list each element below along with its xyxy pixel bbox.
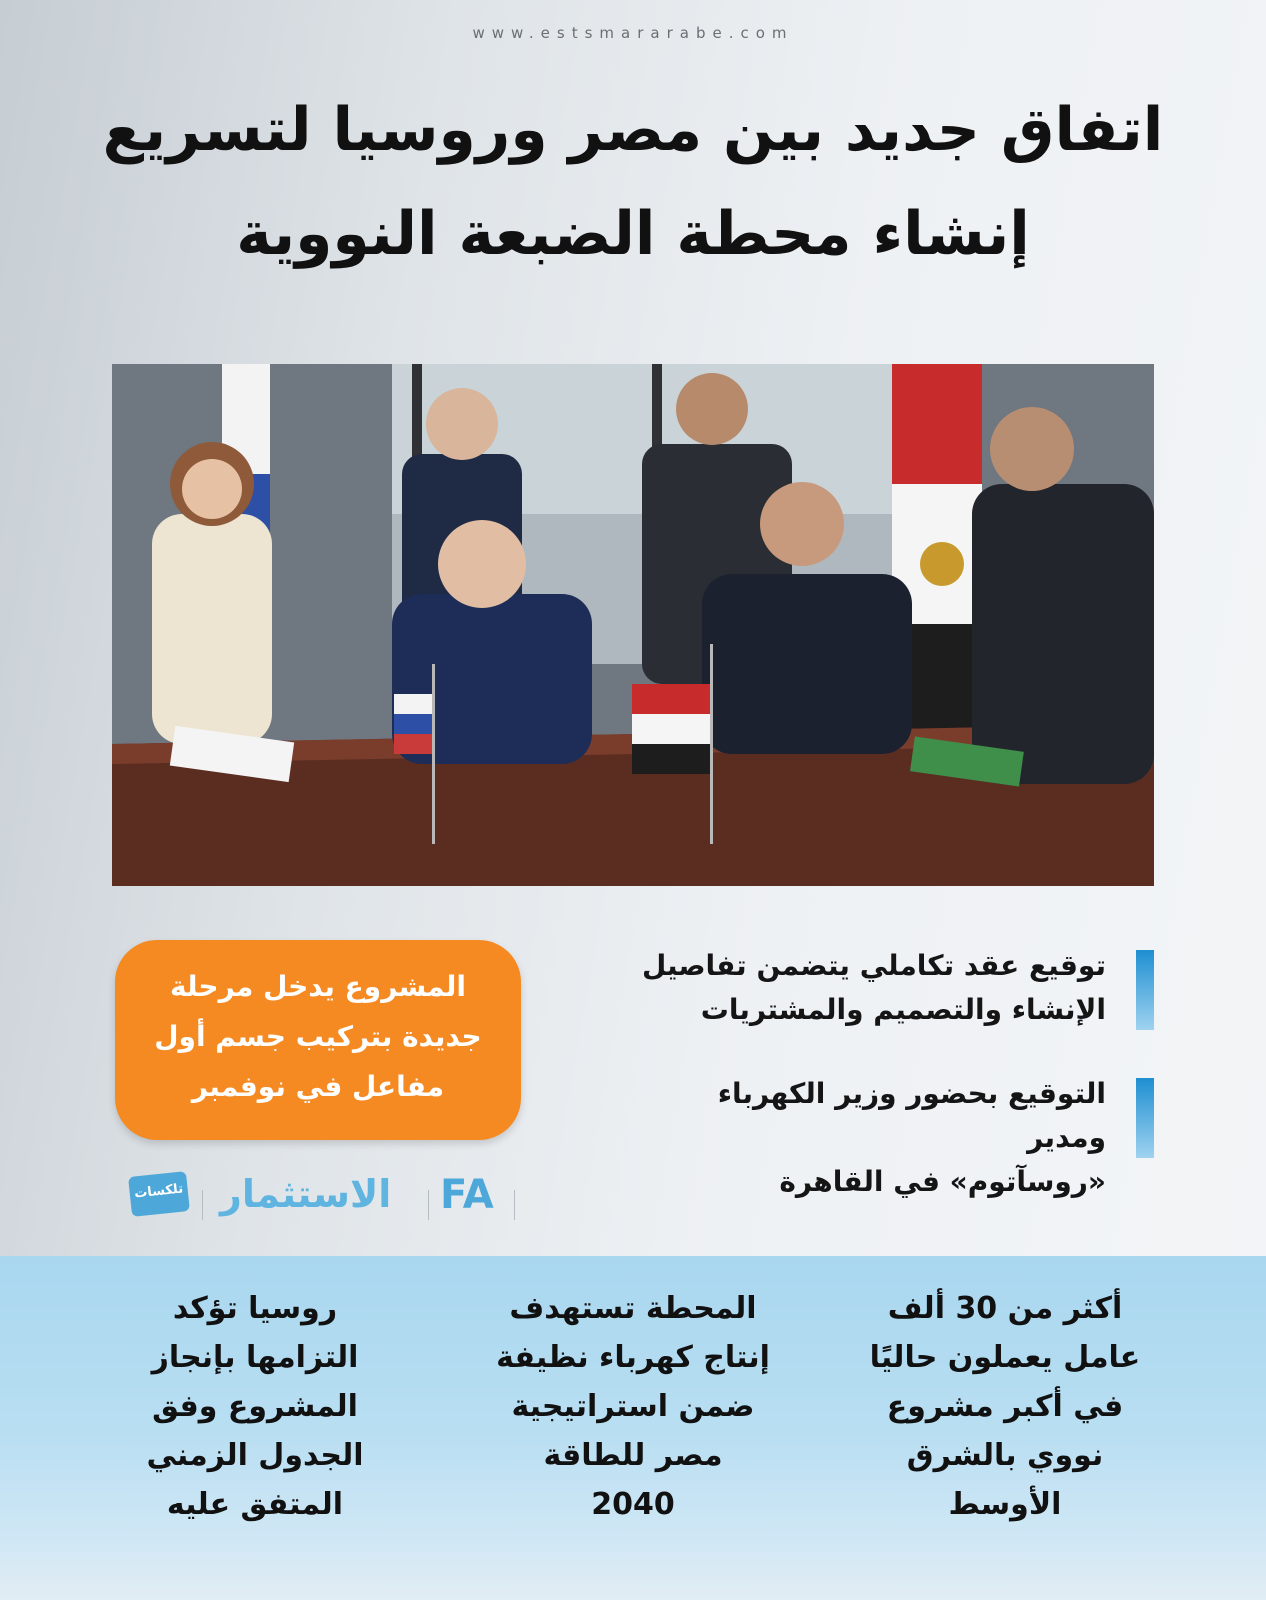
bullet-2-line-2: «روسآتوم» في القاهرة — [779, 1165, 1106, 1198]
alestsmar-logo: الاستثمار — [220, 1172, 392, 1216]
fa-logo-text: FA — [440, 1172, 494, 1218]
fa-logo — [440, 1172, 494, 1218]
telexat-logo — [128, 1171, 190, 1217]
fact-3-line: المشروع وفق — [152, 1389, 358, 1424]
bullet-2-line-1: التوقيع بحضور وزير الكهرباء ومدير — [717, 1077, 1106, 1154]
bullet-bar-2 — [1136, 1078, 1154, 1158]
logo-divider — [428, 1190, 429, 1220]
fact-1-line: في أكبر مشروع — [886, 1389, 1124, 1424]
telexat-logo-text: تلكسات — [133, 1181, 184, 1202]
highlight-line-3: مفاعل في نوفمبر — [191, 1070, 445, 1103]
headline-line-1: اتفاق جديد بين مصر وروسيا لتسريع — [102, 95, 1164, 165]
highlight-box — [115, 940, 521, 1140]
bullet-point-2 — [634, 1072, 1154, 1204]
publisher-logos — [130, 1172, 530, 1232]
fact-russia-commitment — [105, 1284, 405, 1529]
fact-3-line: التزامها بإنجاز — [151, 1340, 359, 1375]
page-title — [40, 78, 1226, 286]
highlight-line-2: جديدة بتركيب جسم أول — [154, 1020, 482, 1053]
fact-2-line: المحطة تستهدف — [509, 1291, 757, 1326]
bullet-1-line-1: توقيع عقد تكاملي يتضمن تفاصيل — [642, 949, 1106, 982]
fact-clean-energy — [483, 1284, 783, 1529]
fact-2-line: 2040 — [591, 1487, 675, 1522]
fact-3-line: الجدول الزمني — [146, 1438, 364, 1473]
fact-3-line: المتفق عليه — [166, 1487, 344, 1522]
highlight-line-1: المشروع يدخل مرحلة — [169, 970, 467, 1003]
logo-divider — [514, 1190, 515, 1220]
bullet-1-line-2: الإنشاء والتصميم والمشتريات — [700, 993, 1106, 1026]
fact-2-line: مصر للطاقة — [543, 1438, 723, 1473]
logo-divider — [202, 1190, 203, 1220]
fact-2-line: إنتاج كهرباء نظيفة — [496, 1340, 770, 1375]
fact-1-line: عامل يعملون حاليًا — [869, 1340, 1141, 1375]
fact-1-line: أكثر من 30 ألف — [887, 1291, 1123, 1326]
fact-3-line: روسيا تؤكد — [172, 1291, 338, 1326]
fact-1-line: الأوسط — [948, 1487, 1062, 1522]
headline-line-2: إنشاء محطة الضبعة النووية — [236, 199, 1030, 269]
fact-1-line: نووي بالشرق — [906, 1438, 1104, 1473]
website-url: www.estsmararabe.com — [472, 24, 794, 42]
signing-ceremony-photo — [112, 364, 1154, 886]
bullet-bar-1 — [1136, 950, 1154, 1030]
fact-2-line: ضمن استراتيجية — [511, 1389, 755, 1424]
bullet-point-1 — [634, 944, 1154, 1032]
fact-workers — [855, 1284, 1155, 1529]
